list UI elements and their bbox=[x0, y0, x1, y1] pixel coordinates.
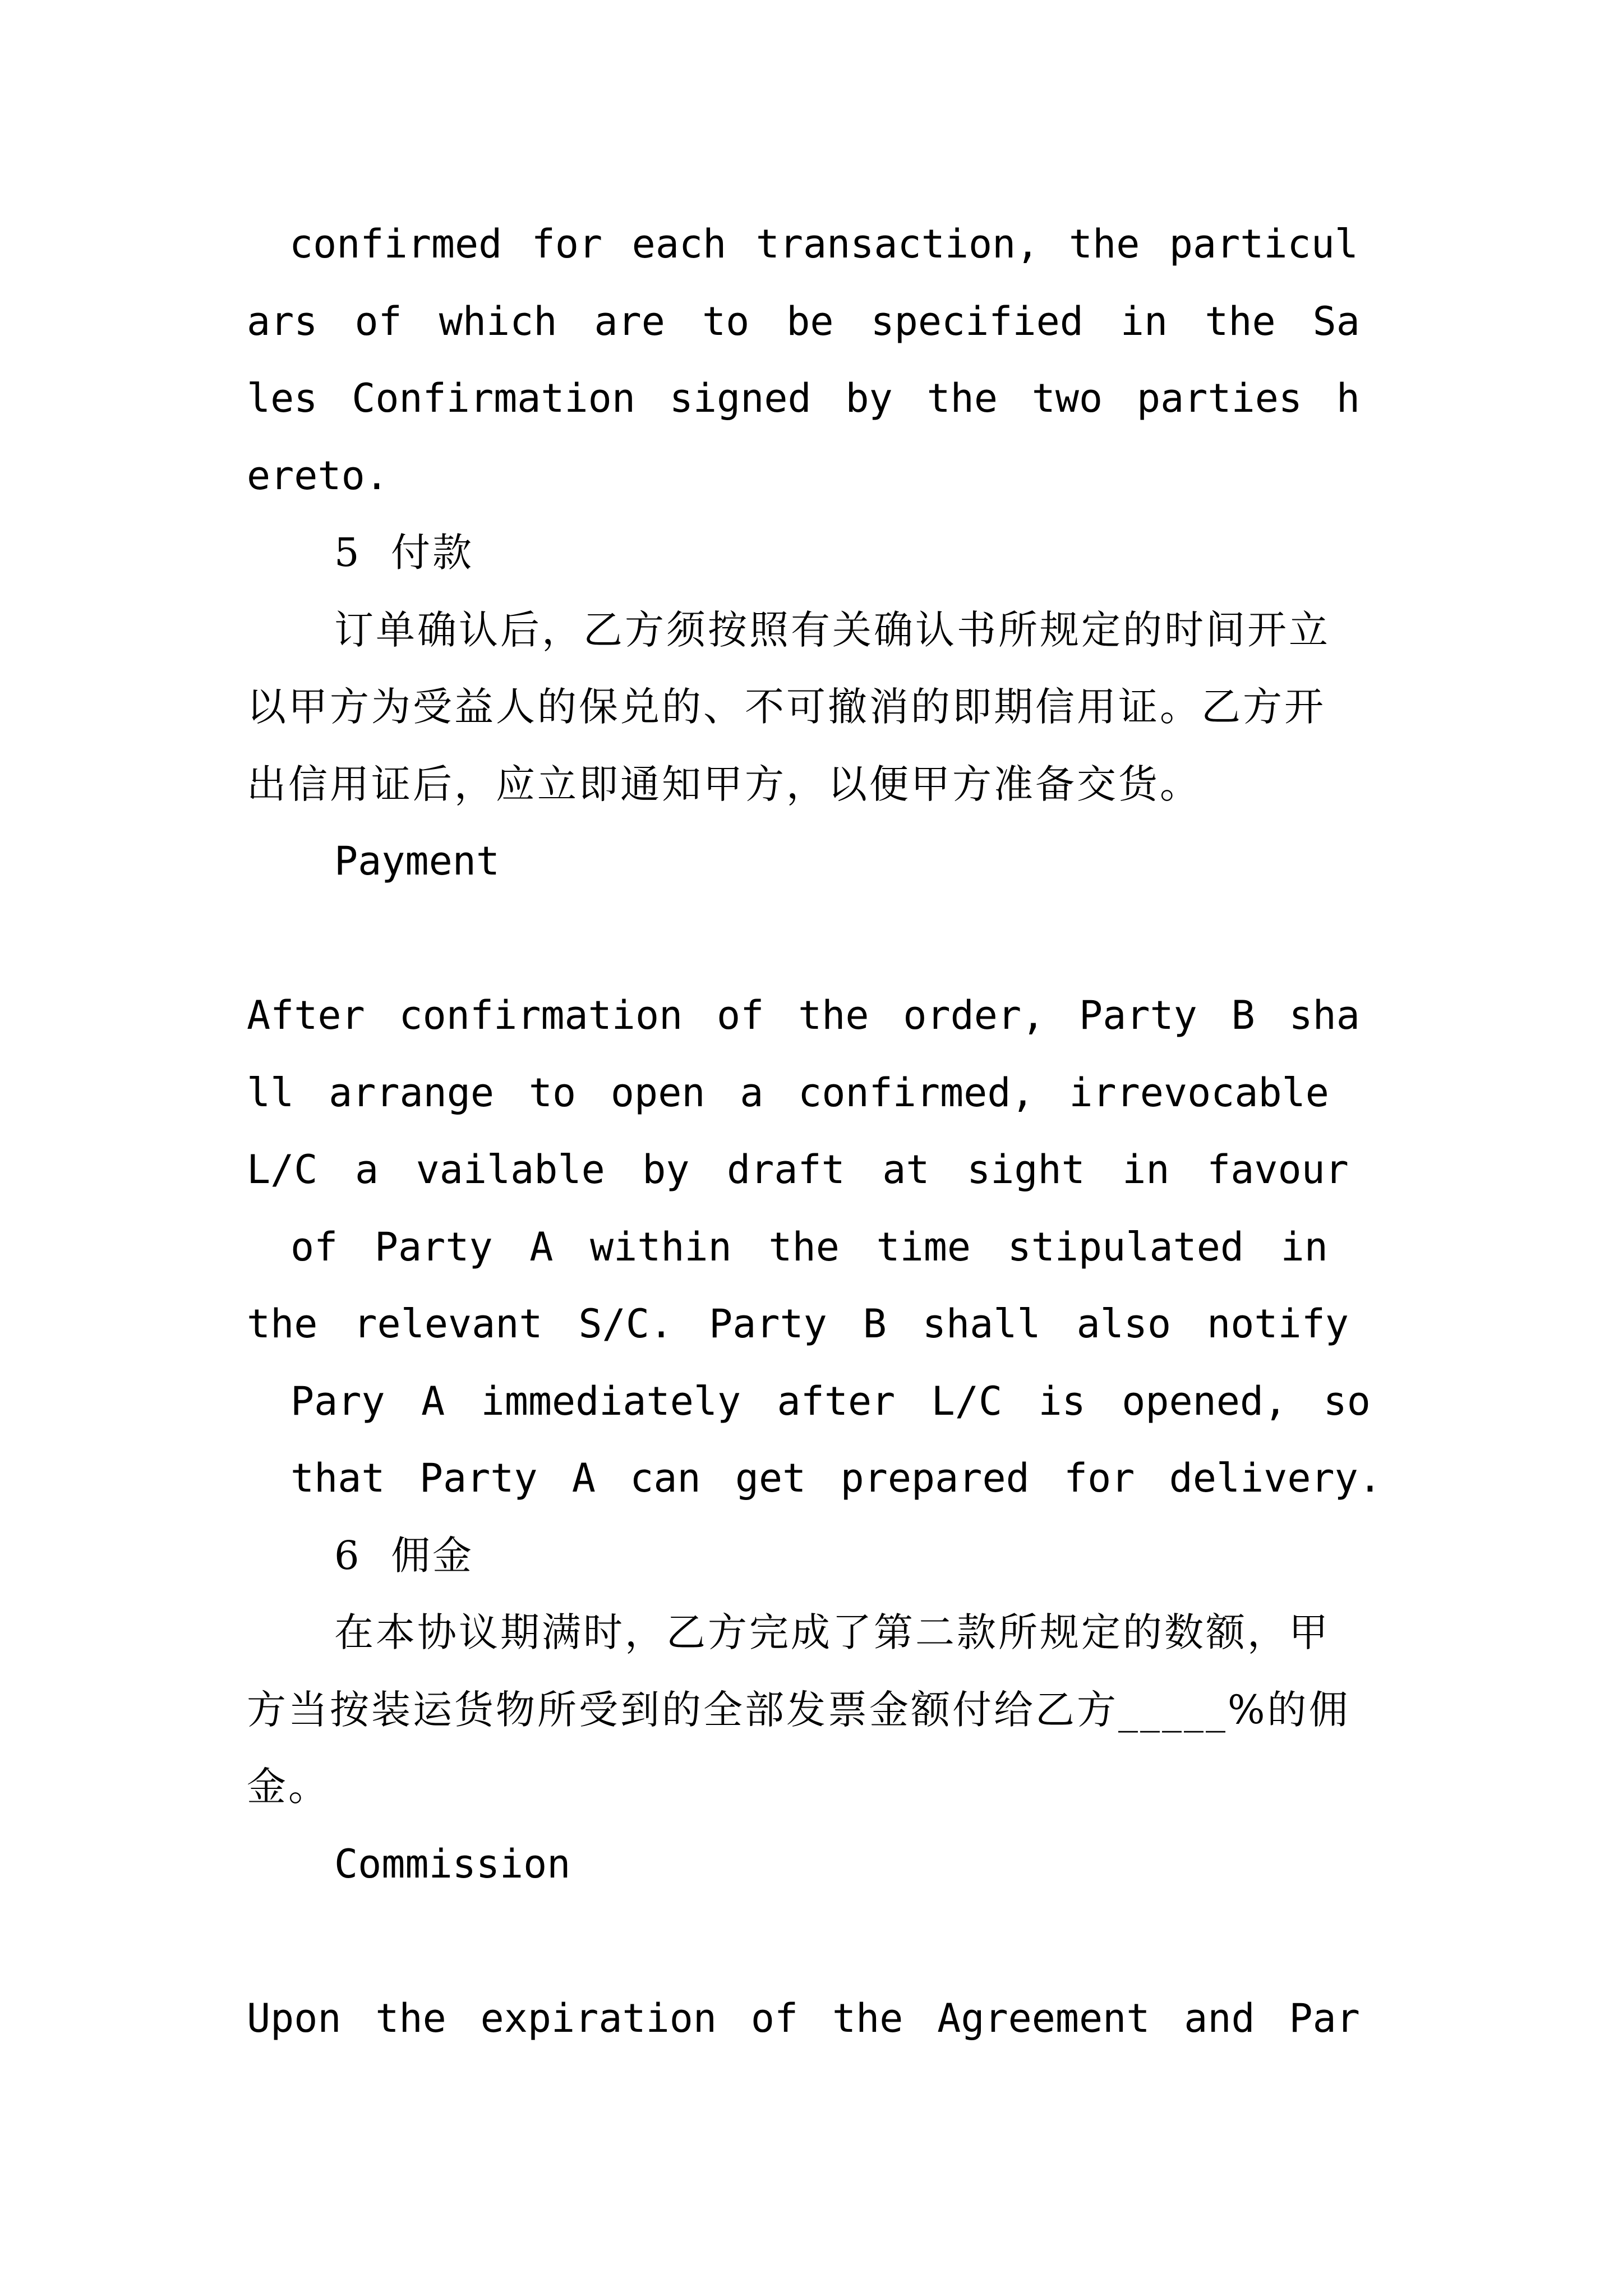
word: L/C bbox=[931, 1378, 1003, 1424]
word: for bbox=[531, 221, 603, 267]
word: sha bbox=[1289, 992, 1360, 1038]
text-line bbox=[247, 376, 1360, 421]
text-line bbox=[247, 299, 1360, 344]
word: of bbox=[717, 992, 764, 1038]
word: arrange bbox=[329, 1070, 495, 1116]
text-line: 订单确认后，乙方须按照有关确认书所规定的时间开立 bbox=[334, 607, 1330, 653]
text-line bbox=[291, 1225, 1328, 1269]
word: which bbox=[439, 298, 557, 344]
word: a bbox=[740, 1070, 764, 1116]
word: Agreement bbox=[937, 1995, 1150, 2041]
word: are bbox=[594, 298, 665, 344]
text-line bbox=[247, 1301, 1349, 1346]
text-line: 在本协议期满时，乙方完成了第二款所规定的数额，甲 bbox=[334, 1609, 1330, 1655]
text-line bbox=[291, 1379, 1371, 1424]
word: B bbox=[1231, 992, 1255, 1038]
word: stipulated bbox=[1007, 1224, 1244, 1270]
word: and bbox=[1184, 1995, 1255, 2041]
text-line: ereto. bbox=[247, 453, 389, 499]
word: delivery. bbox=[1169, 1455, 1382, 1501]
word: L/C bbox=[247, 1147, 318, 1193]
word: is bbox=[1038, 1378, 1086, 1424]
word: so bbox=[1323, 1378, 1371, 1424]
word: the bbox=[926, 375, 998, 421]
word: draft bbox=[727, 1147, 845, 1193]
text-line: 出信用证后，应立即通知甲方，以便甲方准备交货。 bbox=[247, 761, 1201, 807]
word: shall bbox=[922, 1301, 1041, 1347]
word: Sa bbox=[1312, 298, 1360, 344]
word: can bbox=[630, 1455, 701, 1501]
word: open bbox=[610, 1070, 706, 1116]
word: the bbox=[1205, 298, 1276, 344]
word: confirmation bbox=[399, 992, 683, 1038]
word: irrevocable bbox=[1069, 1070, 1329, 1116]
word: for bbox=[1063, 1455, 1135, 1501]
word: the bbox=[832, 1995, 903, 2041]
word: the bbox=[798, 992, 869, 1038]
word: favour bbox=[1207, 1147, 1349, 1193]
word: Party bbox=[1079, 992, 1197, 1038]
word: to bbox=[528, 1070, 577, 1116]
word: of bbox=[750, 1995, 799, 2041]
text-line bbox=[289, 222, 1358, 266]
word: immediately bbox=[481, 1378, 741, 1424]
word: particul bbox=[1169, 221, 1358, 267]
word: B bbox=[863, 1301, 887, 1347]
word: two bbox=[1031, 375, 1103, 421]
text-line bbox=[247, 1147, 1349, 1192]
word: after bbox=[777, 1378, 896, 1424]
section-title-payment: Payment bbox=[334, 838, 500, 884]
word: also bbox=[1076, 1301, 1172, 1347]
text-line bbox=[291, 1456, 1382, 1501]
word: A bbox=[421, 1378, 445, 1424]
word: vailable bbox=[416, 1147, 605, 1193]
text-line: 方当按装运货物所受到的全部发票金额付给乙方_____%的佣 bbox=[247, 1687, 1350, 1733]
word: h bbox=[1336, 375, 1360, 421]
word: in bbox=[1280, 1224, 1328, 1270]
word: within bbox=[589, 1224, 732, 1270]
word: relevant bbox=[353, 1301, 543, 1347]
word: specified bbox=[870, 298, 1083, 344]
word: to bbox=[702, 298, 750, 344]
word: by bbox=[845, 375, 893, 421]
word: Confirmation bbox=[352, 375, 635, 421]
word: the bbox=[247, 1301, 318, 1347]
section-title-commission: Commission bbox=[334, 1841, 571, 1887]
word: sight bbox=[967, 1147, 1085, 1193]
section-heading-payment: 5 付款 bbox=[334, 530, 474, 576]
word: parties bbox=[1137, 375, 1303, 421]
word: Party bbox=[419, 1455, 538, 1501]
text-line bbox=[247, 1070, 1329, 1115]
word: ars bbox=[247, 298, 318, 344]
text-line bbox=[247, 1996, 1360, 2041]
word: in bbox=[1122, 1147, 1170, 1193]
word: the bbox=[1068, 221, 1140, 267]
word: confirmed, bbox=[798, 1070, 1035, 1116]
section-heading-commission: 6 佣金 bbox=[334, 1533, 474, 1579]
word: at bbox=[882, 1147, 930, 1193]
word: that bbox=[291, 1455, 385, 1501]
word: Party bbox=[374, 1224, 493, 1270]
text-line: 金。 bbox=[247, 1764, 330, 1810]
word: be bbox=[786, 298, 834, 344]
word: Upon bbox=[247, 1995, 342, 2041]
word: ll bbox=[247, 1070, 294, 1116]
word: prepared bbox=[840, 1455, 1030, 1501]
word: A bbox=[529, 1224, 554, 1270]
word: of bbox=[291, 1224, 338, 1270]
word: the bbox=[768, 1224, 840, 1270]
word: in bbox=[1120, 298, 1168, 344]
word: After bbox=[247, 992, 365, 1038]
word: expiration bbox=[480, 1995, 717, 2041]
word: S/C. bbox=[578, 1301, 674, 1347]
word: by bbox=[642, 1147, 690, 1193]
word: Party bbox=[709, 1301, 827, 1347]
word: Par bbox=[1289, 1995, 1360, 2041]
word: notify bbox=[1207, 1301, 1349, 1347]
word: Pary bbox=[291, 1378, 385, 1424]
word: opened, bbox=[1122, 1378, 1288, 1424]
word: of bbox=[354, 298, 402, 344]
word: order, bbox=[903, 992, 1045, 1038]
word: a bbox=[354, 1147, 379, 1193]
word: time bbox=[876, 1224, 971, 1270]
word: confirmed bbox=[289, 221, 502, 267]
text-line bbox=[247, 993, 1360, 1038]
word: signed bbox=[669, 375, 811, 421]
word: get bbox=[735, 1455, 806, 1501]
word: les bbox=[247, 375, 318, 421]
word: the bbox=[375, 1995, 446, 2041]
text-line: 以甲方为受益人的保兑的、不可撤消的即期信用证。乙方开 bbox=[247, 684, 1326, 730]
word: each bbox=[631, 221, 727, 267]
word: transaction, bbox=[755, 221, 1040, 267]
word: A bbox=[571, 1455, 596, 1501]
